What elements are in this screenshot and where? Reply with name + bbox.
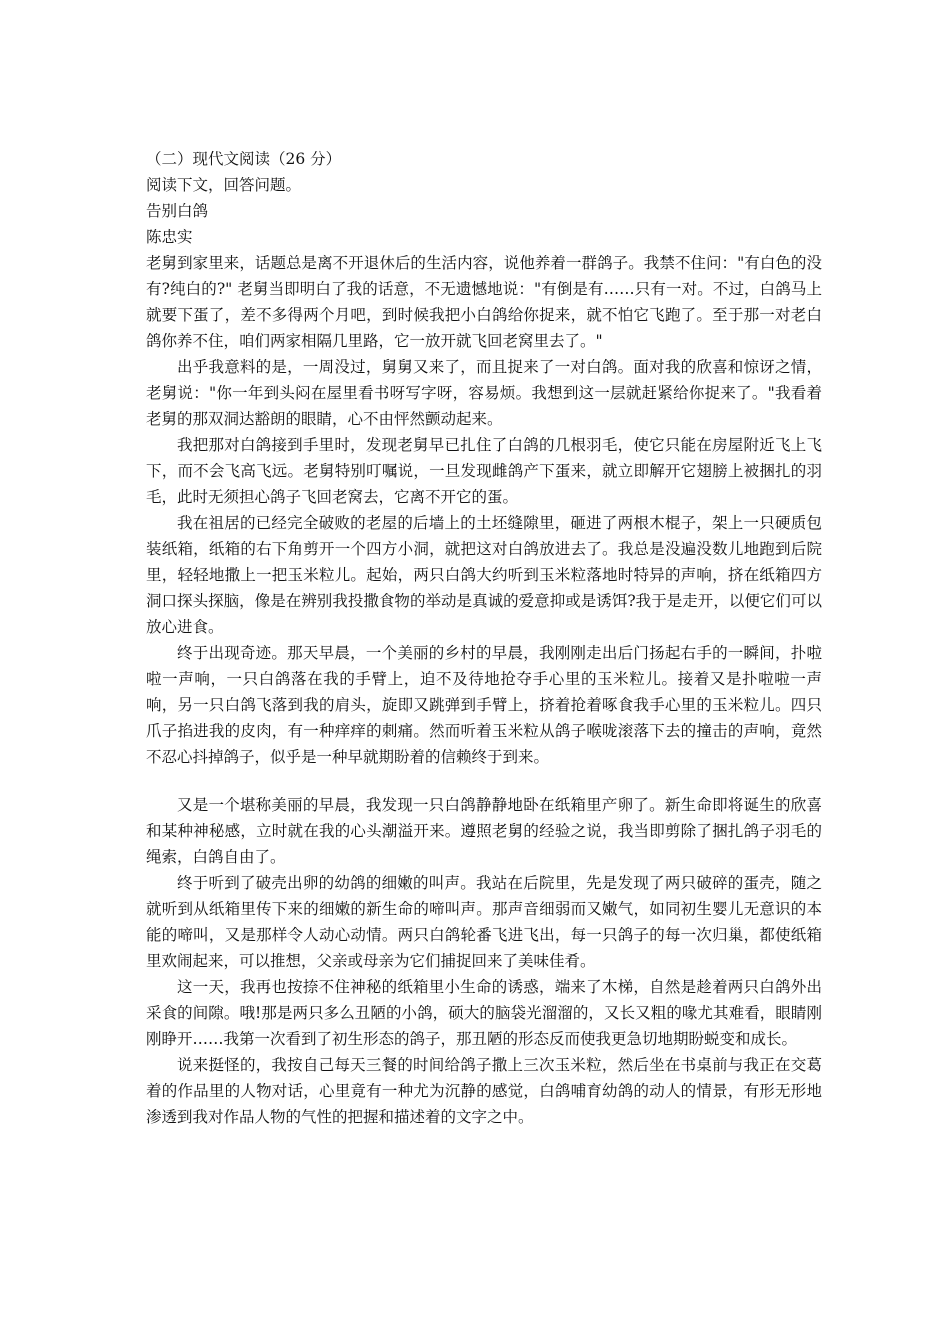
paragraph-8: 这一天，我再也按捺不住神秘的纸箱里小生命的诱惑，端来了木梯，自然是趁着两只白鸽外出采食的间隙。哦!那是两只多么丑陋的小鸽，硕大的脑袋光溜溜的，又长又粗的喙尤其难看，眼睛刚刚睁开……我第一次看到了初生形态的鸽子，那丑陋的形态反而使我更急切地期盼蜕变和成长。 bbox=[146, 978, 822, 1048]
article-title: 告别白鸽 bbox=[146, 202, 209, 220]
paragraph-5: 终于出现奇迹。那天早晨，一个美丽的乡村的早晨，我刚刚走出后门扬起右手的一瞬间，扑啦啦一声响，一只白鸽落在我的手臂上，迫不及待地抢夺手心里的玉米粒儿。接着又是扑啦啦一声响，另一只白鸽飞落到我的肩头，旋即又跳弹到手臂上，挤着抢着啄食我手心里的玉米粒儿。四只爪子掐进我的皮肉，有一种痒痒的刺痛。然而听着玉米粒从鸽子喉咙滚落下去的撞击的声响，竟然不忍心抖掉鸽子，似乎是一种早就期盼着的信赖终于到来。 bbox=[146, 644, 822, 766]
paragraph-3: 我把那对白鸽接到手里时，发现老舅早已扎住了白鸽的几根羽毛，使它只能在房屋附近飞上飞下，而不会飞高飞远。老舅特别叮嘱说，一旦发现雌鸽产下蛋来，就立即解开它翅膀上被捆扎的羽毛，此时无须担心鸽子飞回老窝去，它离不开它的蛋。 bbox=[146, 436, 822, 506]
document-page bbox=[146, 146, 822, 1130]
paragraph-7: 终于听到了破壳出卵的幼鸽的细嫩的叫声。我站在后院里，先是发现了两只破碎的蛋壳，随之就听到从纸箱里传下来的细嫩的新生命的啼叫声。那声音细弱而又嫩气，如同初生婴儿无意识的本能的啼叫，又是那样令人动心动情。两只白鸽轮番飞进飞出，每一只鸽子的每一次归巢，都使纸箱里欢闹起来，可以推想，父亲或母亲为它们捕捉回来了美味佳肴。 bbox=[146, 874, 822, 970]
section-title: （二）现代文阅读（26 分） bbox=[146, 150, 342, 168]
paragraph-gap bbox=[146, 770, 822, 792]
paragraph-6: 又是一个堪称美丽的早晨，我发现一只白鸽静静地卧在纸箱里产卵了。新生命即将诞生的欣喜和某种神秘感，立时就在我的心头潮溢开来。遵照老舅的经验之说，我当即剪除了捆扎鸽子羽毛的绳索，白鸽自由了。 bbox=[146, 796, 822, 866]
paragraph-2: 出乎我意料的是，一周没过，舅舅又来了，而且捉来了一对白鸽。面对我的欣喜和惊讶之情，老舅说："你一年到头闷在屋里看书呀写字呀，容易烦。我想到这一层就赶紧给你捉来了。"我看着老舅的那双洞达豁朗的眼睛，心不由怦然颤动起来。 bbox=[146, 358, 822, 428]
paragraph-9: 说来挺怪的，我按自己每天三餐的时间给鸽子撒上三次玉米粒，然后坐在书桌前与我正在交葛着的作品里的人物对话，心里竟有一种尤为沉静的感觉，白鸽哺育幼鸽的动人的情景，有形无形地渗透到我对作品人物的气性的把握和描述着的文字之中。 bbox=[146, 1056, 822, 1126]
author-name: 陈忠实 bbox=[146, 228, 193, 246]
paragraph-4: 我在祖居的已经完全破败的老屋的后墙上的土坯缝隙里，砸进了两根木棍子，架上一只硬质包装纸箱，纸箱的右下角剪开一个四方小洞，就把这对白鸽放进去了。我总是没遍没数儿地跑到后院里，轻轻地撒上一把玉米粒儿。起始，两只白鸽大约听到玉米粒落地时特异的声响，挤在纸箱四方洞口探头探脑，像是在辨别我投撒食物的举动是真诚的爱意抑或是诱饵?我于是走开，以便它们可以放心进食。 bbox=[146, 514, 822, 636]
instruction-text: 阅读下文，回答问题。 bbox=[146, 176, 302, 194]
paragraph-1: 老舅到家里来，话题总是离不开退休后的生活内容，说他养着一群鸽子。我禁不住问："有白色的没有?纯白的?" 老舅当即明白了我的话意，不无遗憾地说："有倒是有……只有一对。不过，白鸽马上就要下蛋了，差不多得两个月吧，到时候我把小白鸽给你捉来，就不怕它飞跑了。至于那一对老白鸽你养不住，咱们两家相隔几里路，它一放开就飞回老窝里去了。" bbox=[146, 254, 822, 350]
